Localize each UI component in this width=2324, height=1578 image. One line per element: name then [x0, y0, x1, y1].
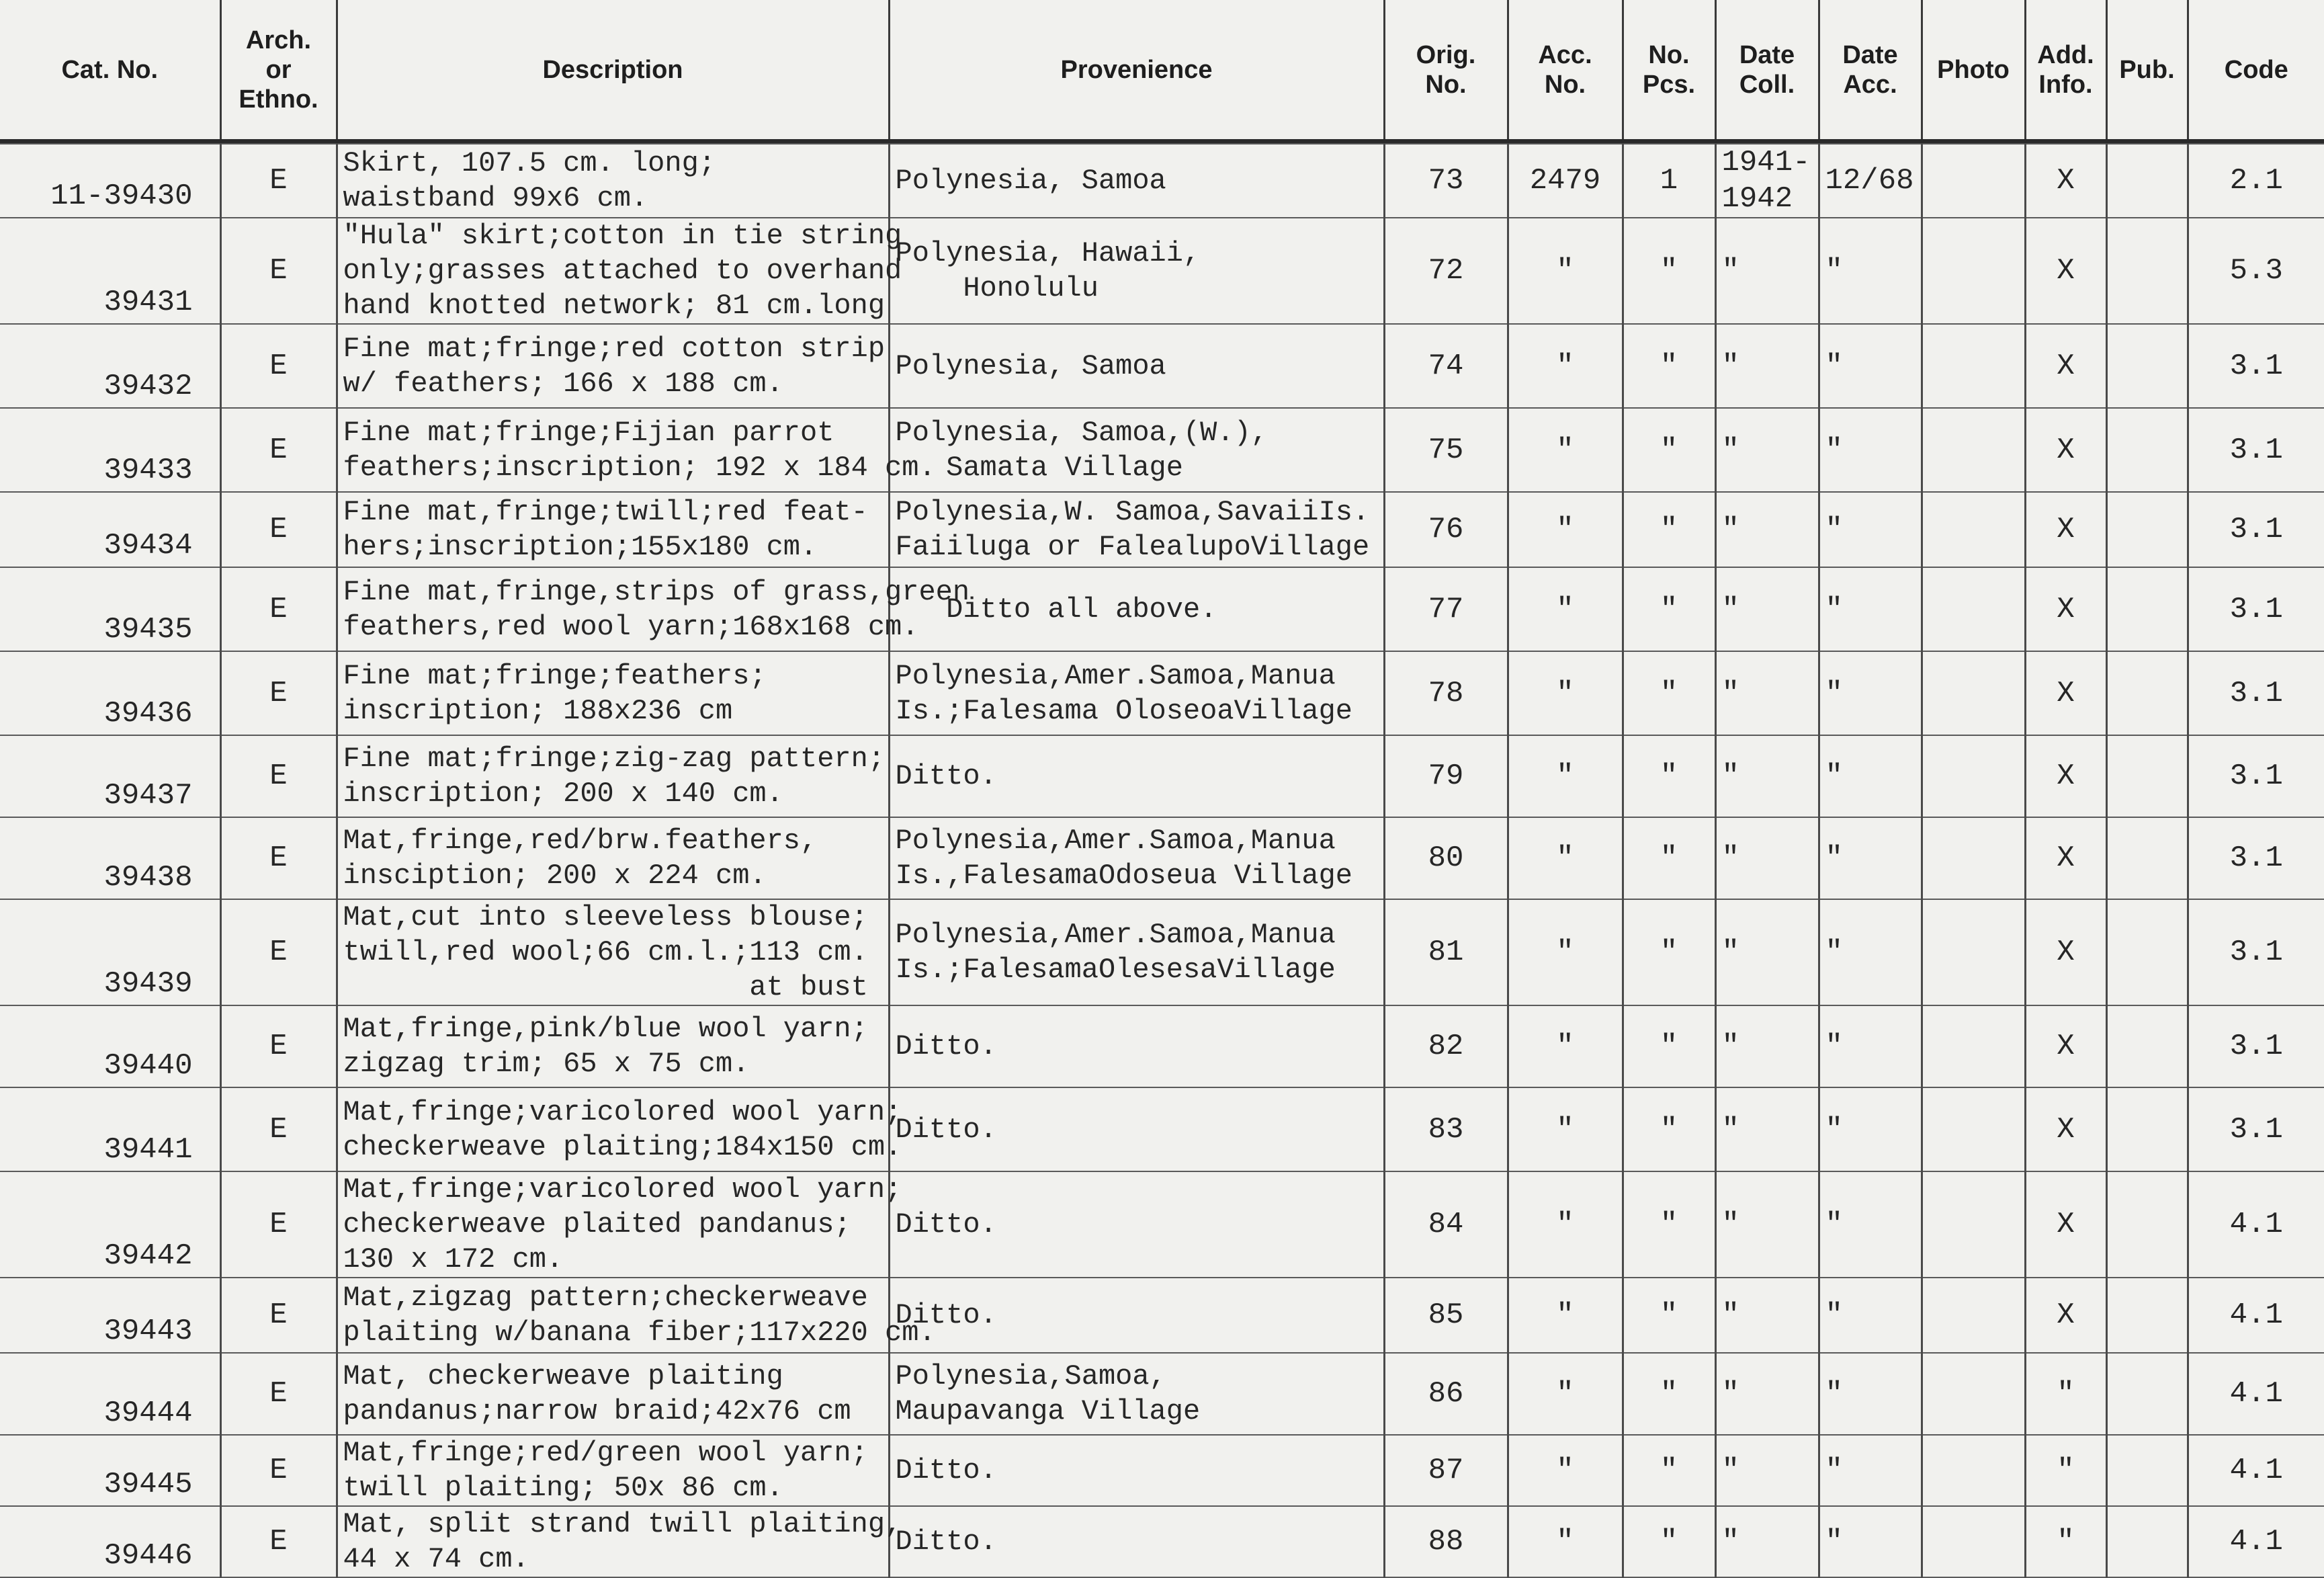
- no-pcs-cell: ": [1623, 408, 1715, 492]
- arch-ethno-cell: E: [220, 1506, 337, 1577]
- description-cell: Fine mat,fringe,strips of grass,green feathers,red wool yarn;168x168 cm.: [337, 567, 889, 651]
- code-cell: 3.1: [2188, 899, 2324, 1005]
- arch-ethno-cell: E: [220, 735, 337, 817]
- no-pcs-cell: ": [1623, 899, 1715, 1005]
- header-no-label: No.: [1648, 40, 1690, 69]
- provenience-cell: Ditto.: [889, 1005, 1384, 1087]
- provenience-cell: Polynesia,Amer.Samoa,Manua Is.;Falesama OloseoaVillage: [889, 651, 1384, 735]
- acc-no-cell: ": [1508, 899, 1623, 1005]
- provenience-cell: Ditto.: [889, 735, 1384, 817]
- add-info-cell: X: [2025, 1005, 2106, 1087]
- arch-ethno-cell: E: [220, 218, 337, 324]
- acc-no-cell: ": [1508, 1506, 1623, 1577]
- provenience-cell: Polynesia, Samoa,(W.), Samata Village: [889, 408, 1384, 492]
- provenience-cell: Ditto.: [889, 1506, 1384, 1577]
- orig-no-cell: 86: [1384, 1353, 1508, 1435]
- no-pcs-cell: ": [1623, 567, 1715, 651]
- add-info-cell: X: [2025, 735, 2106, 817]
- description-cell: Fine mat;fringe;feathers; inscription; 188x236 cm: [337, 651, 889, 735]
- add-info-cell: X: [2025, 1278, 2106, 1353]
- pub-cell: [2106, 1005, 2188, 1087]
- code-cell: 3.1: [2188, 324, 2324, 408]
- date-coll-cell: ": [1715, 1506, 1819, 1577]
- date-coll-cell: ": [1715, 567, 1819, 651]
- provenience-cell: Ditto all above.: [889, 567, 1384, 651]
- acc-no-cell: ": [1508, 735, 1623, 817]
- pub-cell: [2106, 1435, 2188, 1506]
- add-info-cell: X: [2025, 817, 2106, 899]
- add-info-cell: X: [2025, 218, 2106, 324]
- photo-cell: [1922, 1435, 2025, 1506]
- description-cell: Mat,fringe,pink/blue wool yarn; zigzag trim; 65 x 75 cm.: [337, 1005, 889, 1087]
- date-coll-cell: ": [1715, 1087, 1819, 1171]
- code-cell: 4.1: [2188, 1435, 2324, 1506]
- add-info-cell: X: [2025, 324, 2106, 408]
- arch-ethno-cell: E: [220, 492, 337, 567]
- date-acc-cell: ": [1819, 735, 1922, 817]
- date-coll-cell: ": [1715, 218, 1819, 324]
- table-row: [0, 899, 2324, 1005]
- date-acc-cell: ": [1819, 1506, 1922, 1577]
- date-coll-cell: ": [1715, 408, 1819, 492]
- header-photo: [1922, 0, 2025, 141]
- photo-cell: [1922, 1353, 2025, 1435]
- no-pcs-cell: ": [1623, 324, 1715, 408]
- table-row: [0, 735, 2324, 817]
- pub-cell: [2106, 218, 2188, 324]
- description-cell: "Hula" skirt;cotton in tie string only;grasses attached to overhand hand knotted network; 81 cm.long: [337, 218, 889, 324]
- photo-cell: [1922, 735, 2025, 817]
- photo-cell: [1922, 651, 2025, 735]
- photo-cell: [1922, 324, 2025, 408]
- header-cat-no-label: Cat. No.: [61, 55, 159, 84]
- header-orig-no-label: No.: [1425, 70, 1467, 99]
- cat-no-cell: 39436: [0, 651, 220, 735]
- provenience-cell: Ditto.: [889, 1087, 1384, 1171]
- no-pcs-cell: ": [1623, 1506, 1715, 1577]
- header-description-label: Description: [542, 55, 683, 84]
- provenience-cell: Ditto.: [889, 1171, 1384, 1278]
- header-acc-label: Acc.: [1538, 40, 1592, 69]
- table-row: [0, 1506, 2324, 1577]
- date-acc-cell: ": [1819, 567, 1922, 651]
- header-ethno-label: Ethno.: [239, 85, 318, 114]
- no-pcs-cell: ": [1623, 218, 1715, 324]
- cat-no-cell: 39433: [0, 408, 220, 492]
- provenience-cell: Polynesia,W. Samoa,SavaiiIs. Faiiluga or FalealupoVillage: [889, 492, 1384, 567]
- photo-cell: [1922, 567, 2025, 651]
- acc-no-cell: ": [1508, 567, 1623, 651]
- provenience-cell: Polynesia,Amer.Samoa,Manua Is.,FalesamaOdoseua Village: [889, 817, 1384, 899]
- orig-no-cell: 72: [1384, 218, 1508, 324]
- orig-no-cell: 74: [1384, 324, 1508, 408]
- date-acc-cell: ": [1819, 408, 1922, 492]
- acc-no-cell: ": [1508, 218, 1623, 324]
- acc-no-cell: ": [1508, 1278, 1623, 1353]
- provenience-cell: Polynesia, Samoa: [889, 324, 1384, 408]
- code-cell: 3.1: [2188, 1087, 2324, 1171]
- code-cell: 3.1: [2188, 408, 2324, 492]
- provenience-cell: Ditto.: [889, 1278, 1384, 1353]
- pub-cell: [2106, 1506, 2188, 1577]
- header-provenience-label: Provenience: [1060, 55, 1213, 84]
- orig-no-cell: 88: [1384, 1506, 1508, 1577]
- date-acc-cell: ": [1819, 1005, 1922, 1087]
- header-acc-no-label: No.: [1544, 70, 1586, 99]
- code-cell: 3.1: [2188, 817, 2324, 899]
- header-row: [0, 0, 2324, 141]
- pub-cell: [2106, 899, 2188, 1005]
- acc-no-cell: ": [1508, 408, 1623, 492]
- date-coll-cell: ": [1715, 324, 1819, 408]
- table-row: [0, 817, 2324, 899]
- header-date-acc-label-2: Acc.: [1843, 70, 1897, 99]
- pub-cell: [2106, 492, 2188, 567]
- no-pcs-cell: ": [1623, 1171, 1715, 1278]
- date-coll-cell: ": [1715, 1005, 1819, 1087]
- date-coll-cell: ": [1715, 1435, 1819, 1506]
- pub-cell: [2106, 144, 2188, 218]
- table-row: [0, 651, 2324, 735]
- header-orig-no: [1384, 0, 1508, 141]
- date-acc-cell: ": [1819, 651, 1922, 735]
- ledger-body: [0, 141, 2324, 1577]
- arch-ethno-cell: E: [220, 144, 337, 218]
- pub-cell: [2106, 1353, 2188, 1435]
- cat-no-cell: 39434: [0, 492, 220, 567]
- photo-cell: [1922, 1087, 2025, 1171]
- date-coll-cell: ": [1715, 651, 1819, 735]
- date-coll-cell: ": [1715, 735, 1819, 817]
- add-info-cell: ": [2025, 1506, 2106, 1577]
- no-pcs-cell: ": [1623, 817, 1715, 899]
- orig-no-cell: 79: [1384, 735, 1508, 817]
- photo-cell: [1922, 817, 2025, 899]
- cat-no-cell: 39446: [0, 1506, 220, 1577]
- orig-no-cell: 80: [1384, 817, 1508, 899]
- arch-ethno-cell: E: [220, 567, 337, 651]
- header-photo-label: Photo: [1937, 55, 2010, 84]
- photo-cell: [1922, 408, 2025, 492]
- pub-cell: [2106, 324, 2188, 408]
- code-cell: 2.1: [2188, 144, 2324, 218]
- date-acc-cell: ": [1819, 1278, 1922, 1353]
- provenience-cell: Polynesia,Samoa, Maupavanga Village: [889, 1353, 1384, 1435]
- cat-no-cell: 11-39430: [0, 144, 220, 218]
- photo-cell: [1922, 218, 2025, 324]
- pub-cell: [2106, 567, 2188, 651]
- code-cell: 4.1: [2188, 1278, 2324, 1353]
- header-arch-label: Arch.: [245, 26, 312, 54]
- date-acc-cell: ": [1819, 492, 1922, 567]
- cat-no-cell: 39437: [0, 735, 220, 817]
- acc-no-cell: ": [1508, 1171, 1623, 1278]
- add-info-cell: X: [2025, 408, 2106, 492]
- date-coll-cell: ": [1715, 817, 1819, 899]
- description-cell: Fine mat;fringe;red cotton strip w/ feathers; 166 x 188 cm.: [337, 324, 889, 408]
- pub-cell: [2106, 1087, 2188, 1171]
- acc-no-cell: ": [1508, 1005, 1623, 1087]
- arch-ethno-cell: E: [220, 1171, 337, 1278]
- photo-cell: [1922, 1278, 2025, 1353]
- orig-no-cell: 87: [1384, 1435, 1508, 1506]
- code-cell: 4.1: [2188, 1353, 2324, 1435]
- header-pub: [2106, 0, 2188, 141]
- pub-cell: [2106, 408, 2188, 492]
- no-pcs-cell: ": [1623, 1005, 1715, 1087]
- cat-no-cell: 39444: [0, 1353, 220, 1435]
- table-row: [0, 1353, 2324, 1435]
- code-cell: 3.1: [2188, 567, 2324, 651]
- header-arch-or-ethno: [220, 0, 337, 141]
- table-row: [0, 324, 2324, 408]
- date-acc-cell: ": [1819, 1171, 1922, 1278]
- cat-no-cell: 39441: [0, 1087, 220, 1171]
- header-add-label: Add.: [2037, 40, 2094, 69]
- description-cell: Mat,zigzag pattern;checkerweave plaiting w/banana fiber;117x220 cm.: [337, 1278, 889, 1353]
- acc-no-cell: ": [1508, 651, 1623, 735]
- no-pcs-cell: ": [1623, 1353, 1715, 1435]
- no-pcs-cell: ": [1623, 1278, 1715, 1353]
- orig-no-cell: 77: [1384, 567, 1508, 651]
- add-info-cell: X: [2025, 651, 2106, 735]
- arch-ethno-cell: E: [220, 1435, 337, 1506]
- table-row: [0, 492, 2324, 567]
- description-cell: Mat, checkerweave plaiting pandanus;narrow braid;42x76 cm: [337, 1353, 889, 1435]
- photo-cell: [1922, 144, 2025, 218]
- photo-cell: [1922, 899, 2025, 1005]
- no-pcs-cell: ": [1623, 1087, 1715, 1171]
- table-row: [0, 408, 2324, 492]
- pub-cell: [2106, 1171, 2188, 1278]
- description-cell: Fine mat;fringe;Fijian parrot feathers;inscription; 192 x 184 cm.: [337, 408, 889, 492]
- code-cell: 3.1: [2188, 492, 2324, 567]
- table-row: [0, 567, 2324, 651]
- code-cell: 4.1: [2188, 1506, 2324, 1577]
- acc-no-cell: ": [1508, 492, 1623, 567]
- header-pcs-label: Pcs.: [1642, 70, 1696, 99]
- pub-cell: [2106, 817, 2188, 899]
- table-row: [0, 1435, 2324, 1506]
- table-row: [0, 218, 2324, 324]
- header-date-acc: [1819, 0, 1922, 141]
- code-cell: 5.3: [2188, 218, 2324, 324]
- no-pcs-cell: ": [1623, 651, 1715, 735]
- date-acc-cell: ": [1819, 899, 1922, 1005]
- pub-cell: [2106, 1278, 2188, 1353]
- header-or-label: or: [265, 55, 292, 84]
- date-acc-cell: 12/68: [1819, 144, 1922, 218]
- no-pcs-cell: 1: [1623, 144, 1715, 218]
- date-coll-cell: 1941- 1942: [1715, 144, 1819, 218]
- no-pcs-cell: ": [1623, 735, 1715, 817]
- code-cell: 3.1: [2188, 1005, 2324, 1087]
- table-row: [0, 1005, 2324, 1087]
- orig-no-cell: 75: [1384, 408, 1508, 492]
- header-no-pcs: [1623, 0, 1715, 141]
- add-info-cell: ": [2025, 1353, 2106, 1435]
- orig-no-cell: 83: [1384, 1087, 1508, 1171]
- pub-cell: [2106, 651, 2188, 735]
- acc-no-cell: ": [1508, 1353, 1623, 1435]
- code-cell: 3.1: [2188, 651, 2324, 735]
- header-date-coll: [1715, 0, 1819, 141]
- table-row: [0, 1087, 2324, 1171]
- header-info-label: Info.: [2038, 70, 2093, 99]
- photo-cell: [1922, 1005, 2025, 1087]
- orig-no-cell: 78: [1384, 651, 1508, 735]
- cat-no-cell: 39438: [0, 817, 220, 899]
- code-cell: 3.1: [2188, 735, 2324, 817]
- cat-no-cell: 39435: [0, 567, 220, 651]
- description-cell: Mat,fringe;varicolored wool yarn; checkerweave plaited pandanus; 130 x 172 cm.: [337, 1171, 889, 1278]
- header-pub-label: Pub.: [2119, 55, 2175, 84]
- date-coll-cell: ": [1715, 899, 1819, 1005]
- date-coll-cell: ": [1715, 1353, 1819, 1435]
- description-cell: Fine mat,fringe;twill;red feat- hers;inscription;155x180 cm.: [337, 492, 889, 567]
- table-row: [0, 1171, 2324, 1278]
- arch-ethno-cell: E: [220, 324, 337, 408]
- date-acc-cell: ": [1819, 324, 1922, 408]
- provenience-cell: Ditto.: [889, 1435, 1384, 1506]
- photo-cell: [1922, 492, 2025, 567]
- arch-ethno-cell: E: [220, 1087, 337, 1171]
- acc-no-cell: 2479: [1508, 144, 1623, 218]
- add-info-cell: X: [2025, 144, 2106, 218]
- add-info-cell: ": [2025, 1435, 2106, 1506]
- header-add-info: [2025, 0, 2106, 141]
- header-date-acc-label-1: Date: [1842, 40, 1898, 69]
- code-cell: 4.1: [2188, 1171, 2324, 1278]
- acc-no-cell: ": [1508, 1087, 1623, 1171]
- orig-no-cell: 73: [1384, 144, 1508, 218]
- arch-ethno-cell: E: [220, 1353, 337, 1435]
- table-row: [0, 1278, 2324, 1353]
- orig-no-cell: 81: [1384, 899, 1508, 1005]
- date-acc-cell: ": [1819, 1435, 1922, 1506]
- header-orig-label: Orig.: [1416, 40, 1476, 69]
- cat-no-cell: 39431: [0, 218, 220, 324]
- add-info-cell: X: [2025, 899, 2106, 1005]
- arch-ethno-cell: E: [220, 651, 337, 735]
- header-acc-no: [1508, 0, 1623, 141]
- date-acc-cell: ": [1819, 218, 1922, 324]
- pub-cell: [2106, 735, 2188, 817]
- arch-ethno-cell: E: [220, 817, 337, 899]
- photo-cell: [1922, 1171, 2025, 1278]
- description-cell: Mat,fringe,red/brw.feathers, insciption; 200 x 224 cm.: [337, 817, 889, 899]
- header-code-label: Code: [2224, 55, 2288, 84]
- date-coll-cell: ": [1715, 1171, 1819, 1278]
- header-code: [2188, 0, 2324, 141]
- orig-no-cell: 84: [1384, 1171, 1508, 1278]
- add-info-cell: X: [2025, 567, 2106, 651]
- header-date-coll-label-1: Date: [1739, 40, 1795, 69]
- acc-no-cell: ": [1508, 324, 1623, 408]
- provenience-cell: Polynesia, Hawaii, Honolulu: [889, 218, 1384, 324]
- header-date-coll-label-2: Coll.: [1739, 70, 1795, 99]
- table-row: [0, 144, 2324, 218]
- orig-no-cell: 82: [1384, 1005, 1508, 1087]
- no-pcs-cell: ": [1623, 1435, 1715, 1506]
- arch-ethno-cell: E: [220, 408, 337, 492]
- arch-ethno-cell: E: [220, 1278, 337, 1353]
- date-coll-cell: ": [1715, 492, 1819, 567]
- description-cell: Mat, split strand twill plaiting, 44 x 74 cm.: [337, 1506, 889, 1577]
- description-cell: Fine mat;fringe;zig-zag pattern; inscription; 200 x 140 cm.: [337, 735, 889, 817]
- cat-no-cell: 39442: [0, 1171, 220, 1278]
- acc-no-cell: ": [1508, 817, 1623, 899]
- orig-no-cell: 85: [1384, 1278, 1508, 1353]
- description-cell: Mat,fringe;red/green wool yarn; twill plaiting; 50x 86 cm.: [337, 1435, 889, 1506]
- description-cell: Mat,fringe;varicolored wool yarn; checkerweave plaiting;184x150 cm.: [337, 1087, 889, 1171]
- description-cell: Skirt, 107.5 cm. long; waistband 99x6 cm.: [337, 144, 889, 218]
- provenience-cell: Polynesia,Amer.Samoa,Manua Is.;FalesamaOlesesaVillage: [889, 899, 1384, 1005]
- provenience-cell: Polynesia, Samoa: [889, 144, 1384, 218]
- add-info-cell: X: [2025, 1171, 2106, 1278]
- cat-no-cell: 39445: [0, 1435, 220, 1506]
- header-cat-no: [0, 0, 220, 141]
- description-cell: Mat,cut into sleeveless blouse; twill,red wool;66 cm.l.;113 cm. at bust: [337, 899, 889, 1005]
- add-info-cell: X: [2025, 492, 2106, 567]
- no-pcs-cell: ": [1623, 492, 1715, 567]
- date-coll-cell: ": [1715, 1278, 1819, 1353]
- add-info-cell: X: [2025, 1087, 2106, 1171]
- photo-cell: [1922, 1506, 2025, 1577]
- header-provenience: [889, 0, 1384, 141]
- cat-no-cell: 39439: [0, 899, 220, 1005]
- orig-no-cell: 76: [1384, 492, 1508, 567]
- date-acc-cell: ": [1819, 1353, 1922, 1435]
- arch-ethno-cell: E: [220, 1005, 337, 1087]
- cat-no-cell: 39443: [0, 1278, 220, 1353]
- header-description: [337, 0, 889, 141]
- date-acc-cell: ": [1819, 817, 1922, 899]
- cat-no-cell: 39440: [0, 1005, 220, 1087]
- cat-no-cell: 39432: [0, 324, 220, 408]
- acc-no-cell: ": [1508, 1435, 1623, 1506]
- arch-ethno-cell: E: [220, 899, 337, 1005]
- date-acc-cell: ": [1819, 1087, 1922, 1171]
